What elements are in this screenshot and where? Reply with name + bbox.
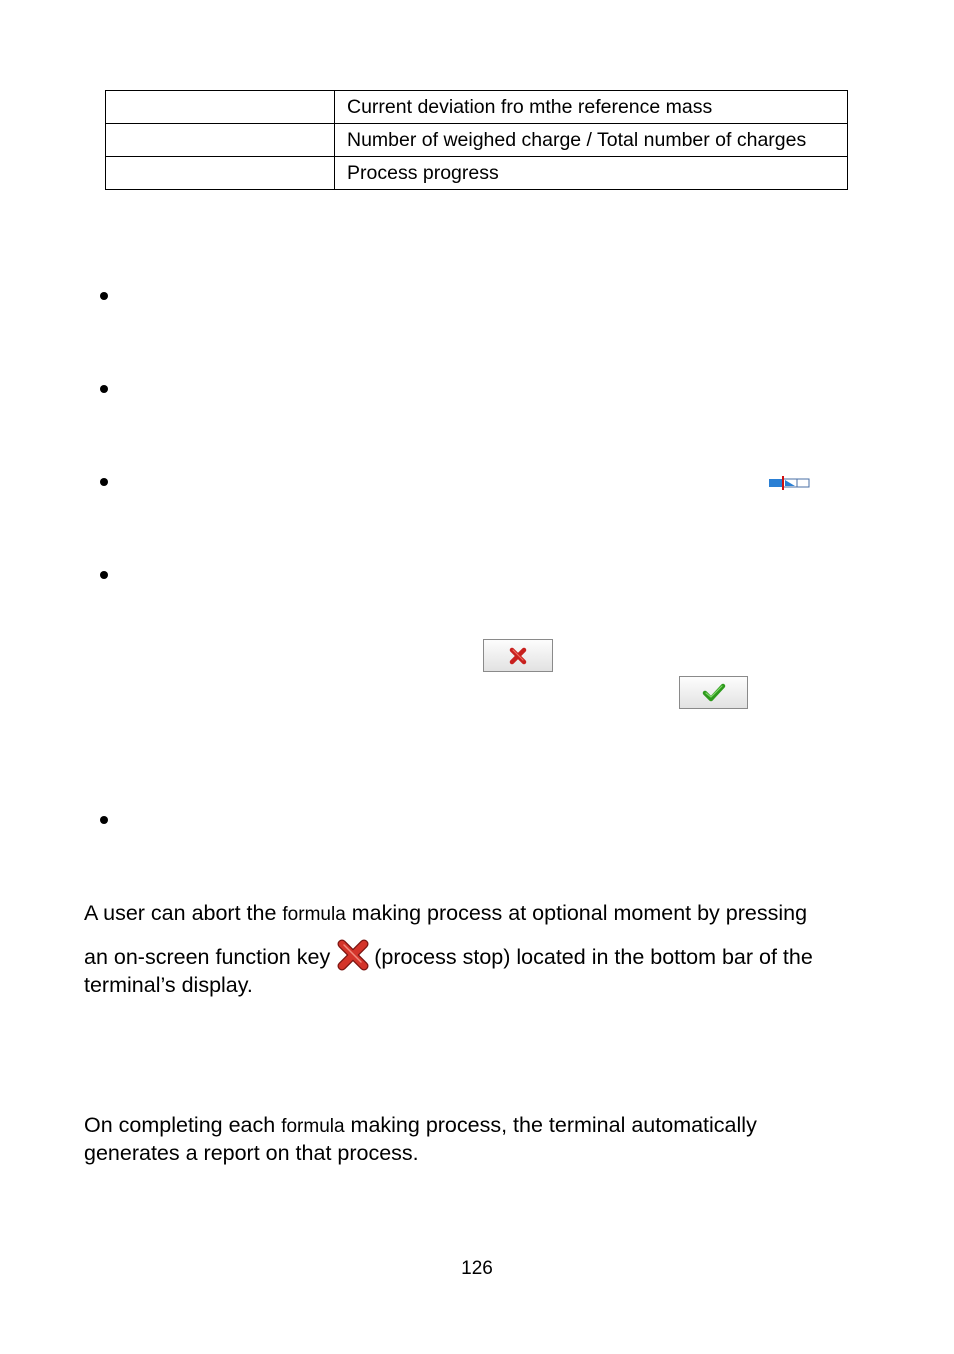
bullet-point: [100, 478, 108, 486]
table-cell-description: Number of weighed charge / Total number of charges: [335, 124, 848, 157]
progress-bar-icon: [768, 475, 810, 491]
report-text-2: generates a report on that process.: [84, 1141, 419, 1165]
table-cell-description: Current deviation fro mthe reference mass: [335, 91, 848, 124]
page-number: 126: [461, 1258, 493, 1279]
abort-text-3: terminal’s display.: [84, 973, 253, 997]
confirm-button[interactable]: [679, 676, 748, 709]
abort-text-1b: making process at optional moment by pressing: [345, 901, 808, 925]
bullet-point: [100, 385, 108, 393]
table-cell-icon: [106, 91, 335, 124]
process-stop-icon: [336, 938, 370, 972]
table-row: [106, 91, 848, 124]
bullet-point: [100, 571, 108, 579]
cancel-button[interactable]: [483, 639, 553, 672]
red-x-icon: [508, 646, 528, 666]
formula-word: formula: [281, 1116, 345, 1137]
table-cell-icon: [106, 157, 335, 190]
table-cell-icon: [106, 124, 335, 157]
table-cell-description: Process progress: [335, 157, 848, 190]
abort-paragraph: [84, 900, 874, 999]
bullet-point: [100, 292, 108, 300]
bullet-point: [100, 816, 108, 824]
report-text-1b: making process, the terminal automatically: [344, 1113, 757, 1137]
report-paragraph: [84, 1112, 874, 1167]
abort-text-2b: (process stop) located in the bottom bar of the: [374, 945, 813, 969]
legend-table: [105, 90, 848, 190]
abort-text-1a: A user can abort the: [84, 901, 283, 925]
green-check-icon: [702, 683, 726, 703]
report-text-1a: On completing each: [84, 1113, 282, 1137]
abort-text-2a: an on-screen function key: [84, 945, 331, 969]
table-row: [106, 157, 848, 190]
table-row: [106, 124, 848, 157]
formula-word: formula: [282, 904, 346, 925]
